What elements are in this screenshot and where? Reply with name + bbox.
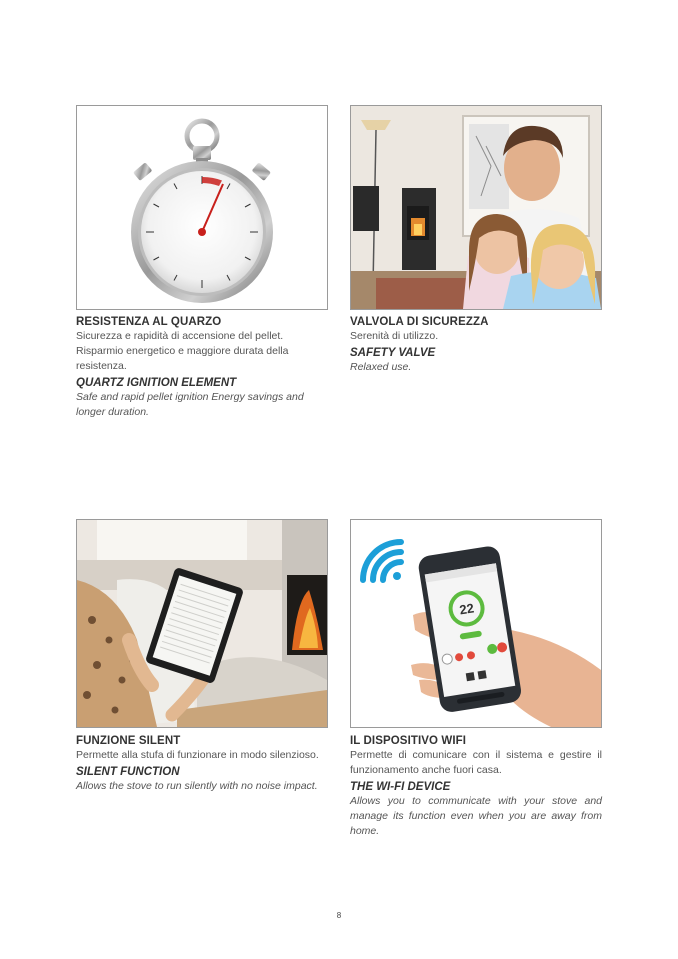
card-title-en: THE WI-FI DEVICE: [350, 781, 451, 793]
card-title-en: QUARTZ IGNITION ELEMENT: [76, 377, 237, 389]
card-title-it: FUNZIONE SILENT: [76, 735, 181, 747]
card-body-it: Permette alla stufa di funzionare in modo silenzioso.: [76, 749, 319, 761]
phone-temperature: 22: [458, 600, 475, 618]
card-body-en: Relaxed use.: [350, 361, 412, 373]
card-body-it: Serenità di utilizzo.: [350, 330, 439, 342]
card-title-it: IL DISPOSITIVO WIFI: [350, 735, 467, 747]
wifi-phone-photo: [350, 519, 602, 728]
card-title-en: SAFETY VALVE: [350, 347, 436, 359]
card-body-it: Sicurezza e rapidità di accensione del pellet. Risparmio energetico e maggiore durata della resistenza.: [76, 330, 289, 372]
stopwatch-photo: [76, 105, 328, 310]
card-body-en: Allows you to communicate with your stove and manage its function even when you are away from home.: [350, 795, 602, 837]
card-body-en: Allows the stove to run silently with no noise impact.: [76, 780, 318, 792]
card-body-en: Safe and rapid pellet ignition Energy savings and longer duration.: [76, 391, 304, 418]
page-number: 8: [336, 911, 342, 920]
family-photo: [350, 105, 602, 310]
stopwatch-icon: [77, 106, 327, 309]
card-title-it: RESISTENZA AL QUARZO: [76, 316, 222, 328]
card-body-it: Permette di comunicare con il sistema e gestire il funzionamento anche fuori casa.: [350, 749, 602, 776]
tablet-photo: [76, 519, 328, 728]
card-title-en: SILENT FUNCTION: [76, 766, 180, 778]
card-title-it: VALVOLA DI SICUREZZA: [350, 316, 489, 328]
